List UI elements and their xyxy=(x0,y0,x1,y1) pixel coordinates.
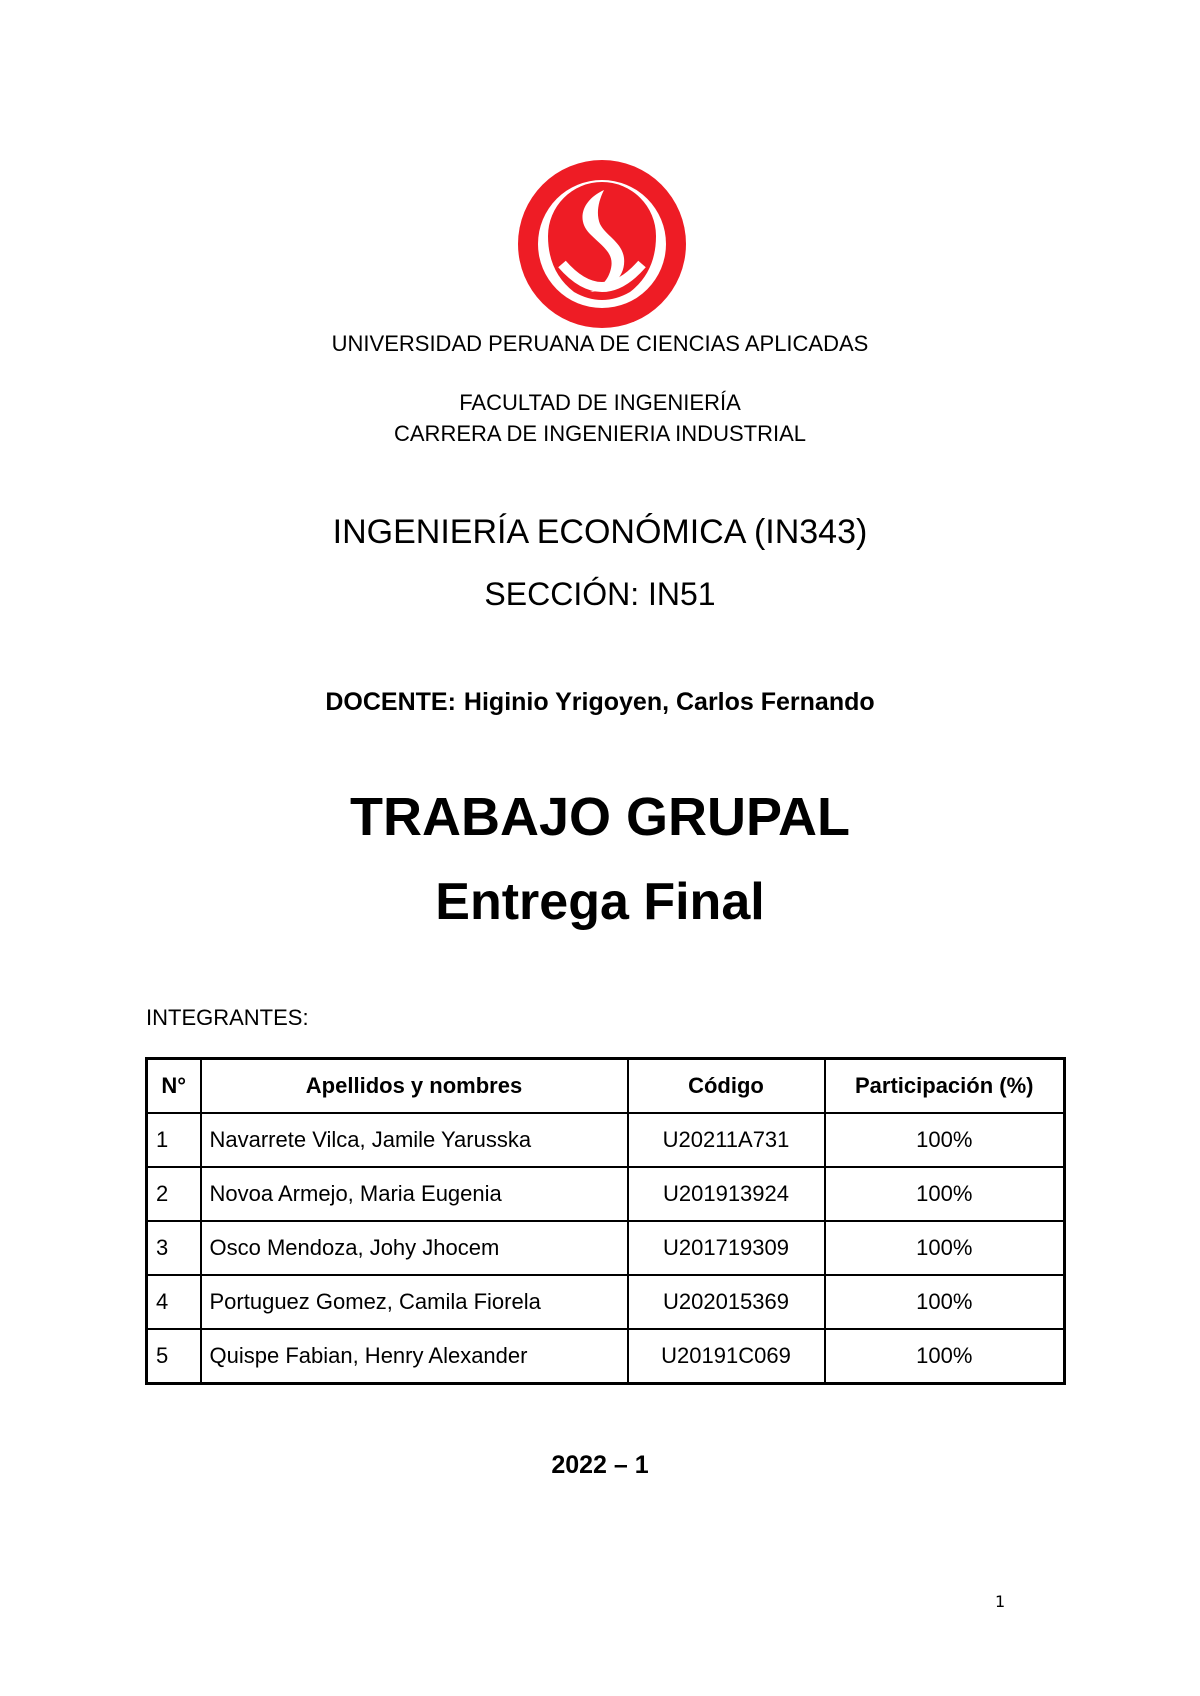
row-number: 3 xyxy=(147,1221,201,1275)
row-name: Osco Mendoza, Johy Jhocem xyxy=(201,1221,628,1275)
table-row xyxy=(147,1275,1065,1329)
row-code: U20211A731 xyxy=(628,1113,825,1167)
row-participation: 100% xyxy=(825,1329,1065,1384)
row-number: 4 xyxy=(147,1275,201,1329)
table-row xyxy=(147,1113,1065,1167)
section-label: SECCIÓN: IN51 xyxy=(484,576,716,612)
table-row xyxy=(147,1167,1065,1221)
page-number: 1 xyxy=(995,1592,1006,1611)
row-code: U20191C069 xyxy=(628,1329,825,1384)
table-header-row xyxy=(147,1059,1065,1114)
university-name: UNIVERSIDAD PERUANA DE CIENCIAS APLICADAS xyxy=(331,331,869,356)
row-name: Novoa Armejo, Maria Eugenia xyxy=(201,1167,628,1221)
faculty-name: FACULTAD DE INGENIERÍA xyxy=(459,390,741,415)
row-code: U201719309 xyxy=(628,1221,825,1275)
career-name: CARRERA DE INGENIERIA INDUSTRIAL xyxy=(394,421,806,446)
header-name: Apellidos y nombres xyxy=(201,1059,628,1114)
row-name: Portuguez Gomez, Camila Fiorela xyxy=(201,1275,628,1329)
teacher-label: DOCENTE: xyxy=(325,688,456,716)
row-participation: 100% xyxy=(825,1113,1065,1167)
academic-period: 2022 – 1 xyxy=(551,1451,649,1479)
row-number: 1 xyxy=(147,1113,201,1167)
row-name: Navarrete Vilca, Jamile Yarusska xyxy=(201,1113,628,1167)
members-label: INTEGRANTES: xyxy=(146,1005,309,1030)
header-participation: Participación (%) xyxy=(825,1059,1065,1114)
document-subtitle: Entrega Final xyxy=(435,873,765,931)
members-table xyxy=(145,1057,1066,1385)
row-code: U202015369 xyxy=(628,1275,825,1329)
header-code: Código xyxy=(628,1059,825,1114)
table-row xyxy=(147,1329,1065,1384)
teacher-line xyxy=(0,688,1200,717)
document-title: TRABAJO GRUPAL xyxy=(349,787,850,847)
teacher-name: Higinio Yrigoyen, Carlos Fernando xyxy=(463,688,875,716)
row-participation: 100% xyxy=(825,1167,1065,1221)
table-row xyxy=(147,1221,1065,1275)
header-number: N° xyxy=(147,1059,201,1114)
row-name: Quispe Fabian, Henry Alexander xyxy=(201,1329,628,1384)
row-participation: 100% xyxy=(825,1275,1065,1329)
university-logo xyxy=(518,160,686,328)
row-number: 2 xyxy=(147,1167,201,1221)
row-number: 5 xyxy=(147,1329,201,1384)
row-code: U201913924 xyxy=(628,1167,825,1221)
row-participation: 100% xyxy=(825,1221,1065,1275)
course-name: INGENIERÍA ECONÓMICA (IN343) xyxy=(332,513,868,551)
